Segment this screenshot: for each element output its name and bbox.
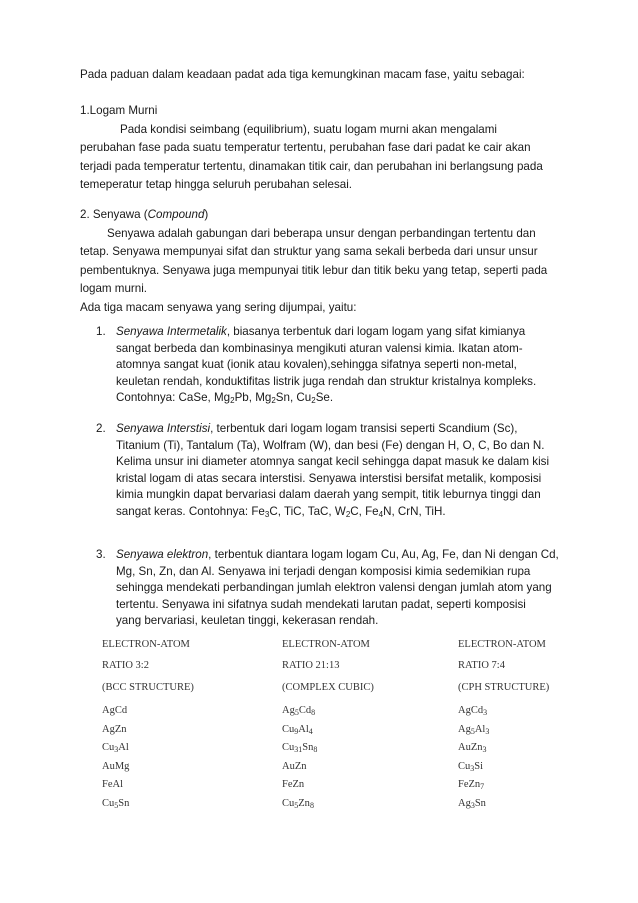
list-line: kristal logam di atas secara interstisi. Senyawa interstisi bersifat metalik, komposisi — [116, 471, 542, 485]
list-line: tertentu. Senyawa ini sifatnya sudah mendekati larutan padat, seperti komposisi — [116, 597, 526, 611]
table-cell: $Cu_3Al$ — [102, 742, 129, 754]
list-line: kimia mungkin dapat bervariasi dalam daerah yang sempit, titik leburnya tinggi dan — [116, 488, 541, 502]
list-line: Senyawa elektron, terbentuk diantara logam logam Cu, Au, Ag, Fe, dan Ni dengan Cd, — [116, 548, 559, 561]
section2-line: Ada tiga macam senyawa yang sering dijumpai, yaitu: — [80, 300, 357, 314]
formula: $Cu_2Se$ — [296, 391, 330, 406]
formula: $Mg_2Sn$ — [255, 391, 290, 406]
list-line: yang bervariasi, keuletan tinggi, kekerasan rendah. — [116, 614, 379, 628]
table-header-cell: RATIO 7:4 — [458, 660, 505, 671]
list-line: sangat berbeda dan kombinasinya mengikuti aturan valensi kimia. Ikatan atom- — [116, 341, 523, 355]
table-cell: AgCd$_3$ — [458, 705, 488, 717]
table-header-cell: ELECTRON-ATOM — [458, 639, 546, 650]
section-senyawa — [80, 206, 560, 318]
table-cell: FeZn$_7$ — [458, 779, 485, 791]
formula: TaC — [307, 504, 329, 518]
list-line: keuletan rendah, konduktifitas listrik juga rendah dan struktur kristalnya kompleks. — [116, 374, 537, 388]
section1-line: temeperatur tetap hingga seluruh perubahan selesai. — [80, 178, 352, 192]
section1-heading: 1.Logam Murni — [80, 104, 158, 117]
table-cell: AuMg — [102, 760, 130, 772]
list-line: Mg, Sn, Zn, dan Al. Senyawa ini terjadi dengan komposisi kimia sedemikian rupa — [116, 564, 531, 578]
table-cell: AgCd — [102, 705, 128, 716]
formula: $Fe_3C$ — [251, 504, 278, 519]
formula: $Fe_4N$ — [365, 504, 392, 519]
list-line: sehingga mendekati perbandingan jumlah elektron valensi dengan jumlah atom yang — [116, 581, 552, 595]
table-cell: $Cu_9Al_4$ — [282, 723, 313, 736]
section-logam-murni — [80, 102, 560, 195]
section2-line: logam murni. — [80, 282, 148, 296]
section2-line: tetap. Senyawa mempunyai sifat dan struktur yang sama sekali berbeda dari unsur unsur — [80, 245, 538, 259]
table-header-cell: (BCC STRUCTURE) — [102, 682, 194, 693]
list-number: 2. — [96, 422, 106, 435]
table-cell: $Cu_{31}Sn_8$ — [282, 742, 318, 754]
section1-line: terjadi pada temperatur tertentu, dinamakan titik cair, dan perubahan ini berlangsung pada — [80, 159, 543, 173]
table-cell: $Ag_3Sn$ — [458, 797, 486, 810]
section1-line: Pada kondisi seimbang (equilibrium), suatu logam murni akan mengalami — [120, 122, 497, 136]
table-cell: FeZn — [282, 779, 305, 790]
list-line: Kelima unsur ini diameter atomnya sangat kecil sehingga dapat masuk ke dalam kisi — [116, 455, 550, 469]
formula: $Mg_2Pb$ — [214, 391, 249, 406]
section2-line: Senyawa adalah gabungan dari beberapa unsur dengan perbandingan tertentu dan — [107, 226, 536, 240]
list-number: 1. — [96, 325, 106, 338]
intro-paragraph — [80, 66, 560, 85]
section2-heading: 2. Senyawa (Compound) — [80, 208, 209, 221]
table-header-cell: ELECTRON-ATOM — [282, 639, 370, 650]
table-cell: $Cu_5Sn$ — [102, 797, 130, 810]
formula: TiH — [424, 504, 443, 518]
table-cell: $Ag_5Cd_8$ — [282, 705, 316, 717]
list-line: Senyawa Intermetalik, biasanya terbentuk dari logam logam yang sifat kimianya — [116, 325, 526, 338]
list-examples: sangat keras. Contohnya: $Fe_3C$, TiC, TaC, $W_2C$, $Fe_4N$, CrN, TiH. — [116, 504, 446, 519]
section1-line: perubahan fase pada suatu temperatur tertentu, perubahan fase dari padat ke cair akan — [80, 141, 531, 155]
table-cell: $Cu_5Zn_8$ — [282, 797, 314, 810]
formula: $W_2C$ — [334, 504, 359, 519]
formula: CaSe — [178, 391, 208, 405]
list-line: atomnya sangat kuat (ionik atau kovalen),sehingga sifatnya seperti non-metal, — [116, 358, 517, 372]
formula: TiC — [283, 504, 302, 518]
list-line: Titanium (Ti), Tantalum (Ta), Wolfram (W), dan besi (Fe) dengan H, O, C, Bo dan N. — [116, 438, 545, 452]
table-cell: AuZn$_3$ — [458, 742, 487, 754]
table-cell: FeAl — [102, 779, 123, 790]
intro-text: Pada paduan dalam keadaan padat ada tiga kemungkinan macam fase, yaitu sebagai: — [80, 68, 525, 81]
list-examples: Contohnya: CaSe, $Mg_2Pb$, $Mg_2Sn$, $Cu_2Se$. — [116, 391, 334, 406]
table-cell: $Cu_3Si$ — [458, 760, 484, 773]
table-header-cell: (COMPLEX CUBIC) — [282, 682, 374, 693]
table-header-cell: RATIO 3:2 — [102, 660, 149, 671]
section2-line: pembentuknya. Senyawa juga mempunyai titik lebur dan titik beku yang tetap, seperti pada — [80, 263, 548, 277]
table-header-cell: RATIO 21:13 — [282, 660, 340, 671]
table-cell: $Ag_5Al_3$ — [458, 723, 490, 736]
list-line: Senyawa Interstisi, terbentuk dari logam logam transisi seperti Scandium (Sc), — [116, 422, 518, 435]
formula: CrN — [397, 504, 419, 518]
list-number: 3. — [96, 548, 106, 561]
table-cell: AuZn — [282, 760, 307, 772]
table-header-cell: (CPH STRUCTURE) — [458, 682, 550, 693]
table-header-cell: ELECTRON-ATOM — [102, 639, 190, 650]
table-cell: AgZn — [102, 723, 127, 735]
